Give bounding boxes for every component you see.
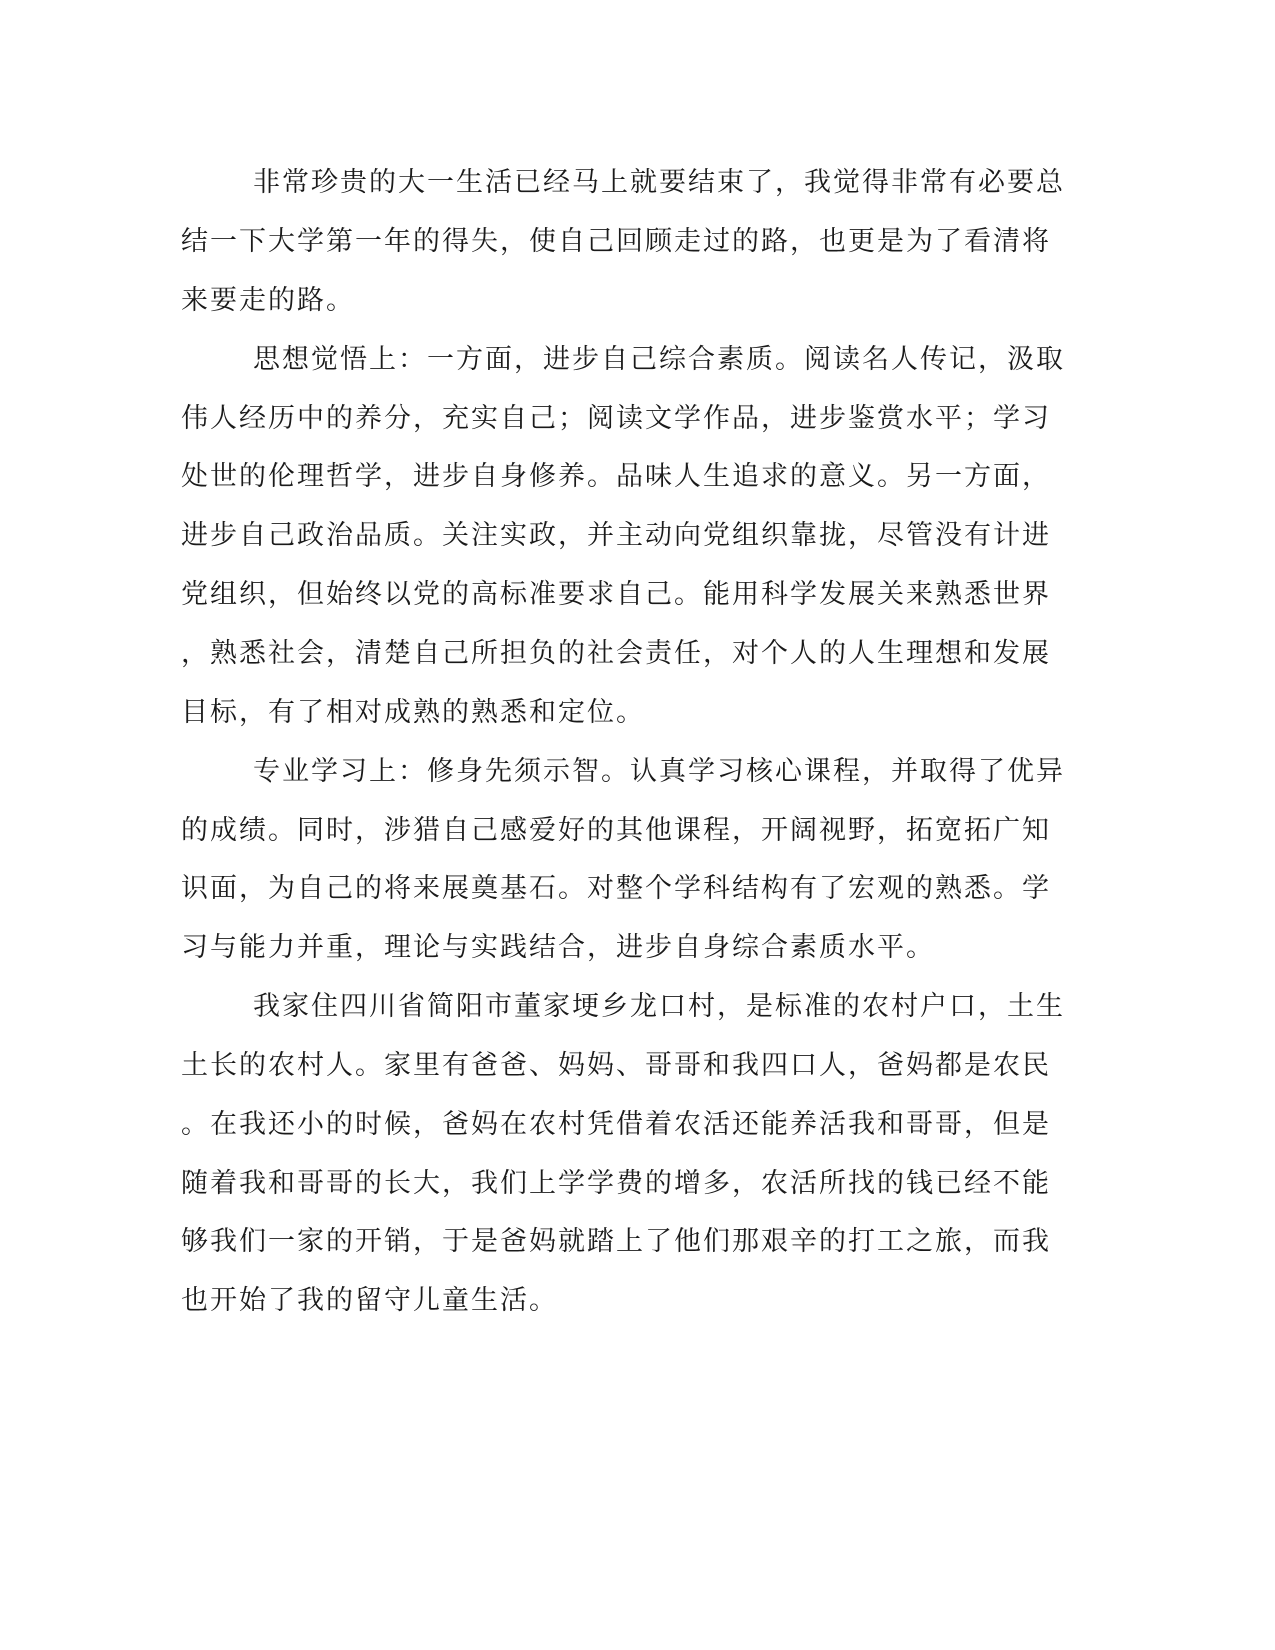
paragraph-1-line-3: 来要走的路。: [181, 285, 355, 316]
paragraph-1-line-1: 非常珍贵的大一生活已经马上就要结束了，我觉得非常有必要总: [253, 167, 1065, 198]
paragraph-2-line-2: 伟人经历中的养分，充实自己；阅读文学作品，进步鉴赏水平；学习: [181, 403, 1051, 434]
paragraph-4-line-3: 。在我还小的时候，爸妈在农村凭借着农活还能养活我和哥哥，但是: [181, 1109, 1051, 1140]
paragraph-3-line-4: 习与能力并重，理论与实践结合，进步自身综合素质水平。: [181, 932, 935, 963]
paragraph-3-line-1: 专业学习上：修身先须示智。认真学习核心课程，并取得了优异: [253, 756, 1065, 787]
paragraph-4-line-5: 够我们一家的开销，于是爸妈就踏上了他们那艰辛的打工之旅，而我: [181, 1226, 1051, 1257]
paragraph-2-line-4: 进步自己政治品质。关注实政，并主动向党组织靠拢，尽管没有计进: [181, 520, 1051, 551]
paragraph-2-line-1: 思想觉悟上：一方面，进步自己综合素质。阅读名人传记，汲取: [253, 344, 1065, 375]
paragraph-3-line-2: 的成绩。同时，涉猎自己感爱好的其他课程，开阔视野，拓宽拓广知: [181, 815, 1051, 846]
paragraph-2-line-6: ，熟悉社会，清楚自己所担负的社会责任，对个人的人生理想和发展: [181, 638, 1051, 669]
paragraph-2-line-3: 处世的伦理哲学，进步自身修养。品味人生追求的意义。另一方面，: [181, 461, 1051, 492]
paragraph-3-line-3: 识面，为自己的将来展奠基石。对整个学科结构有了宏观的熟悉。学: [181, 873, 1051, 904]
paragraph-4-line-2: 土长的农村人。家里有爸爸、妈妈、哥哥和我四口人，爸妈都是农民: [181, 1050, 1051, 1081]
paragraph-4-line-1: 我家住四川省简阳市董家埂乡龙口村，是标准的农村户口，土生: [253, 991, 1065, 1022]
paragraph-4-line-4: 随着我和哥哥的长大，我们上学学费的增多，农活所找的钱已经不能: [181, 1168, 1051, 1199]
paragraph-4-line-6: 也开始了我的留守儿童生活。: [181, 1285, 558, 1316]
paragraph-1-line-2: 结一下大学第一年的得失，使自己回顾走过的路，也更是为了看清将: [181, 226, 1051, 257]
paragraph-2-line-5: 党组织，但始终以党的高标准要求自己。能用科学发展关来熟悉世界: [181, 579, 1051, 610]
paragraph-2-line-7: 目标，有了相对成熟的熟悉和定位。: [181, 697, 645, 728]
